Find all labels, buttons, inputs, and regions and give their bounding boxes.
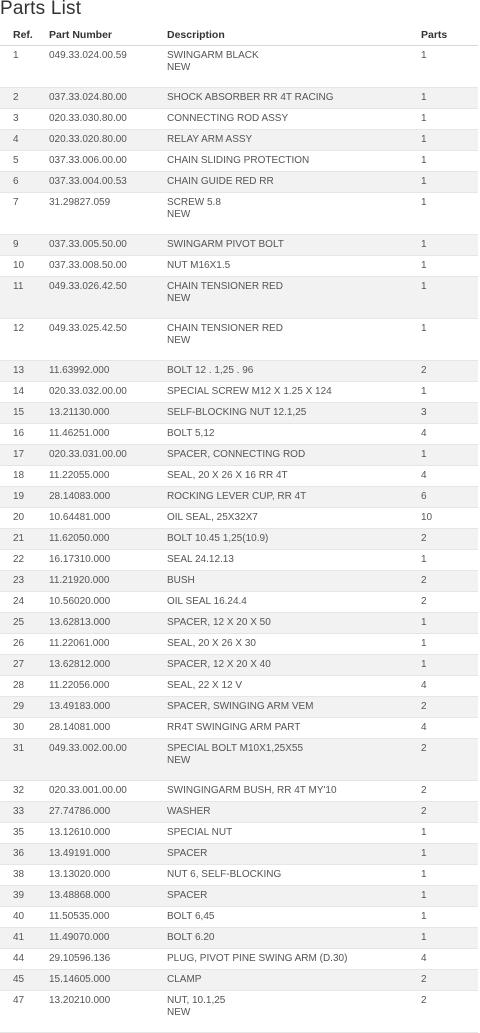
description-text: CHAIN SLIDING PROTECTION xyxy=(167,155,310,166)
description-text: NUT, 10.1,25 xyxy=(167,995,226,1006)
description-text: SCREW 5.8 xyxy=(167,197,221,208)
cell-part-number: 037.33.004.00.53 xyxy=(49,172,167,193)
description-text: BOLT 12 . 1,25 . 96 xyxy=(167,365,254,376)
cell-parts-qty: 4 xyxy=(421,718,478,739)
cell-parts-qty: 2 xyxy=(421,739,478,781)
cell-ref: 45 xyxy=(0,970,49,991)
cell-part-number: 13.21130.000 xyxy=(49,403,167,424)
table-row xyxy=(0,865,478,886)
description-text: PLUG, PIVOT PINE SWING ARM (D.30) xyxy=(167,953,348,964)
cell-part-number: 037.33.006.00.00 xyxy=(49,151,167,172)
cell-part-number: 049.33.026.42.50 xyxy=(49,277,167,319)
cell-ref: 29 xyxy=(0,697,49,718)
cell-parts-qty: 1 xyxy=(421,88,478,109)
table-row xyxy=(0,592,478,613)
cell-description xyxy=(167,256,421,277)
description-text: BOLT 10.45 1,25(10.9) xyxy=(167,533,269,544)
cell-part-number: 11.22055.000 xyxy=(49,466,167,487)
description-text: SPACER, 12 X 20 X 40 xyxy=(167,659,271,670)
cell-description xyxy=(167,88,421,109)
cell-part-number: 020.33.001.00.00 xyxy=(49,781,167,802)
cell-part-number: 13.13020.000 xyxy=(49,865,167,886)
cell-parts-qty: 1 xyxy=(421,886,478,907)
table-row xyxy=(0,613,478,634)
table-row xyxy=(0,844,478,865)
cell-part-number: 13.20210.000 xyxy=(49,991,167,1033)
new-tag: NEW xyxy=(167,755,191,766)
table-row xyxy=(0,487,478,508)
table-row xyxy=(0,802,478,823)
table-row xyxy=(0,256,478,277)
cell-parts-qty: 10 xyxy=(421,508,478,529)
cell-parts-qty: 1 xyxy=(421,445,478,466)
description-text: CONNECTING ROD ASSY xyxy=(167,113,289,124)
cell-ref: 2 xyxy=(0,88,49,109)
table-row xyxy=(0,445,478,466)
parts-table xyxy=(0,25,478,1033)
header-parts: Parts xyxy=(421,25,478,46)
cell-parts-qty: 1 xyxy=(421,844,478,865)
cell-part-number: 11.49070.000 xyxy=(49,928,167,949)
cell-ref: 38 xyxy=(0,865,49,886)
cell-description xyxy=(167,424,421,445)
cell-ref: 32 xyxy=(0,781,49,802)
cell-ref: 40 xyxy=(0,907,49,928)
cell-part-number: 049.33.002.00.00 xyxy=(49,739,167,781)
parts-table-body xyxy=(0,46,478,1033)
cell-description xyxy=(167,130,421,151)
description-text: OIL SEAL, 25X32X7 xyxy=(167,512,258,523)
cell-description xyxy=(167,109,421,130)
cell-parts-qty: 1 xyxy=(421,865,478,886)
cell-parts-qty: 1 xyxy=(421,634,478,655)
cell-parts-qty: 1 xyxy=(421,550,478,571)
cell-part-number: 020.33.020.80.00 xyxy=(49,130,167,151)
cell-part-number: 037.33.024.80.00 xyxy=(49,88,167,109)
cell-description xyxy=(167,550,421,571)
cell-ref: 26 xyxy=(0,634,49,655)
table-row xyxy=(0,949,478,970)
table-row xyxy=(0,424,478,445)
table-row xyxy=(0,991,478,1033)
header-part-number: Part Number xyxy=(49,25,167,46)
description-text: BUSH xyxy=(167,575,195,586)
cell-description xyxy=(167,697,421,718)
cell-parts-qty: 1 xyxy=(421,256,478,277)
table-row xyxy=(0,151,478,172)
cell-ref: 36 xyxy=(0,844,49,865)
cell-part-number: 27.74786.000 xyxy=(49,802,167,823)
cell-part-number: 13.48868.000 xyxy=(49,886,167,907)
cell-ref: 7 xyxy=(0,193,49,235)
cell-description xyxy=(167,466,421,487)
cell-description xyxy=(167,991,421,1033)
table-row xyxy=(0,382,478,403)
table-header-row xyxy=(0,25,478,46)
description-text: RR4T SWINGING ARM PART xyxy=(167,722,301,733)
cell-parts-qty: 1 xyxy=(421,130,478,151)
description-text: SEAL, 20 X 26 X 16 RR 4T xyxy=(167,470,288,481)
cell-ref: 24 xyxy=(0,592,49,613)
cell-part-number: 049.33.025.42.50 xyxy=(49,319,167,361)
cell-description xyxy=(167,676,421,697)
cell-part-number: 10.64481.000 xyxy=(49,508,167,529)
table-row xyxy=(0,718,478,739)
cell-parts-qty: 1 xyxy=(421,193,478,235)
description-text: BOLT 5,12 xyxy=(167,428,215,439)
cell-part-number: 11.50535.000 xyxy=(49,907,167,928)
cell-part-number: 11.62050.000 xyxy=(49,529,167,550)
cell-parts-qty: 4 xyxy=(421,676,478,697)
cell-ref: 5 xyxy=(0,151,49,172)
cell-part-number: 020.33.030.80.00 xyxy=(49,109,167,130)
cell-parts-qty: 2 xyxy=(421,781,478,802)
cell-parts-qty: 1 xyxy=(421,151,478,172)
cell-description xyxy=(167,781,421,802)
cell-parts-qty: 1 xyxy=(421,172,478,193)
cell-parts-qty: 1 xyxy=(421,655,478,676)
cell-ref: 28 xyxy=(0,676,49,697)
cell-ref: 6 xyxy=(0,172,49,193)
description-text: SPACER xyxy=(167,848,208,859)
table-row xyxy=(0,676,478,697)
cell-description xyxy=(167,949,421,970)
cell-part-number: 29.10596.136 xyxy=(49,949,167,970)
cell-ref: 35 xyxy=(0,823,49,844)
cell-part-number: 13.49191.000 xyxy=(49,844,167,865)
cell-description xyxy=(167,277,421,319)
description-text: SPECIAL BOLT M10X1,25X55 xyxy=(167,743,304,754)
table-row xyxy=(0,130,478,151)
cell-description xyxy=(167,592,421,613)
cell-parts-qty: 2 xyxy=(421,802,478,823)
cell-parts-qty: 1 xyxy=(421,46,478,88)
description-text: SWINGINGARM BUSH, RR 4T MY'10 xyxy=(167,785,337,796)
cell-ref: 33 xyxy=(0,802,49,823)
cell-ref: 20 xyxy=(0,508,49,529)
cell-description xyxy=(167,172,421,193)
cell-parts-qty: 3 xyxy=(421,403,478,424)
description-text: SWINGARM PIVOT BOLT xyxy=(167,239,284,250)
new-tag: NEW xyxy=(167,209,191,220)
cell-parts-qty: 1 xyxy=(421,109,478,130)
cell-part-number: 11.22061.000 xyxy=(49,634,167,655)
table-row xyxy=(0,550,478,571)
cell-description xyxy=(167,802,421,823)
cell-description xyxy=(167,886,421,907)
description-text: ROCKING LEVER CUP, RR 4T xyxy=(167,491,307,502)
cell-parts-qty: 1 xyxy=(421,277,478,319)
cell-ref: 31 xyxy=(0,739,49,781)
cell-ref: 39 xyxy=(0,886,49,907)
table-row xyxy=(0,697,478,718)
description-text: CHAIN TENSIONER RED xyxy=(167,281,283,292)
description-text: RELAY ARM ASSY xyxy=(167,134,253,145)
cell-description xyxy=(167,193,421,235)
cell-ref: 15 xyxy=(0,403,49,424)
cell-ref: 10 xyxy=(0,256,49,277)
cell-parts-qty: 2 xyxy=(421,529,478,550)
table-row xyxy=(0,235,478,256)
cell-description xyxy=(167,46,421,88)
cell-description xyxy=(167,613,421,634)
description-text: CHAIN GUIDE RED RR xyxy=(167,176,274,187)
cell-part-number: 020.33.032.00.00 xyxy=(49,382,167,403)
description-text: SPACER, SWINGING ARM VEM xyxy=(167,701,314,712)
cell-ref: 17 xyxy=(0,445,49,466)
table-row xyxy=(0,634,478,655)
new-tag: NEW xyxy=(167,1007,191,1018)
cell-parts-qty: 2 xyxy=(421,361,478,382)
cell-part-number: 15.14605.000 xyxy=(49,970,167,991)
cell-ref: 9 xyxy=(0,235,49,256)
cell-description xyxy=(167,487,421,508)
description-text: SPECIAL NUT xyxy=(167,827,233,838)
header-ref: Ref. xyxy=(0,25,49,46)
cell-ref: 13 xyxy=(0,361,49,382)
cell-ref: 27 xyxy=(0,655,49,676)
table-row xyxy=(0,781,478,802)
table-row xyxy=(0,823,478,844)
cell-ref: 14 xyxy=(0,382,49,403)
cell-ref: 22 xyxy=(0,550,49,571)
table-row xyxy=(0,361,478,382)
cell-part-number: 11.63992.000 xyxy=(49,361,167,382)
cell-part-number: 28.14083.000 xyxy=(49,487,167,508)
description-text: SELF-BLOCKING NUT 12.1,25 xyxy=(167,407,307,418)
new-tag: NEW xyxy=(167,62,191,73)
cell-parts-qty: 4 xyxy=(421,949,478,970)
cell-description xyxy=(167,361,421,382)
description-text: WASHER xyxy=(167,806,211,817)
table-row xyxy=(0,172,478,193)
cell-part-number: 037.33.005.50.00 xyxy=(49,235,167,256)
cell-description xyxy=(167,970,421,991)
table-row xyxy=(0,739,478,781)
cell-parts-qty: 4 xyxy=(421,466,478,487)
cell-description xyxy=(167,235,421,256)
table-row xyxy=(0,466,478,487)
cell-description xyxy=(167,319,421,361)
cell-description xyxy=(167,382,421,403)
description-text: NUT 6, SELF-BLOCKING xyxy=(167,869,282,880)
cell-description xyxy=(167,739,421,781)
header-description: Description xyxy=(167,25,421,46)
cell-part-number: 020.33.031.00.00 xyxy=(49,445,167,466)
cell-description xyxy=(167,844,421,865)
new-tag: NEW xyxy=(167,293,191,304)
table-row xyxy=(0,109,478,130)
page-title: Parts List xyxy=(0,0,82,19)
cell-parts-qty: 2 xyxy=(421,592,478,613)
table-row xyxy=(0,655,478,676)
cell-part-number: 13.62812.000 xyxy=(49,655,167,676)
description-text: SHOCK ABSORBER RR 4T RACING xyxy=(167,92,334,103)
table-row xyxy=(0,46,478,88)
cell-description xyxy=(167,508,421,529)
cell-part-number: 13.12610.000 xyxy=(49,823,167,844)
table-row xyxy=(0,193,478,235)
new-tag: NEW xyxy=(167,335,191,346)
cell-ref: 44 xyxy=(0,949,49,970)
cell-part-number: 13.49183.000 xyxy=(49,697,167,718)
description-text: CHAIN TENSIONER RED xyxy=(167,323,283,334)
description-text: SEAL, 22 X 12 V xyxy=(167,680,243,691)
description-text: NUT M16X1.5 xyxy=(167,260,231,271)
cell-description xyxy=(167,865,421,886)
cell-ref: 25 xyxy=(0,613,49,634)
cell-description xyxy=(167,529,421,550)
cell-parts-qty: 1 xyxy=(421,928,478,949)
cell-description xyxy=(167,571,421,592)
cell-ref: 41 xyxy=(0,928,49,949)
cell-parts-qty: 2 xyxy=(421,970,478,991)
table-row xyxy=(0,886,478,907)
cell-parts-qty: 1 xyxy=(421,319,478,361)
description-text: SPACER, 12 X 20 X 50 xyxy=(167,617,271,628)
cell-description xyxy=(167,718,421,739)
cell-ref: 30 xyxy=(0,718,49,739)
cell-ref: 23 xyxy=(0,571,49,592)
table-row xyxy=(0,508,478,529)
cell-part-number: 28.14081.000 xyxy=(49,718,167,739)
cell-parts-qty: 1 xyxy=(421,613,478,634)
table-row xyxy=(0,970,478,991)
cell-parts-qty: 1 xyxy=(421,382,478,403)
cell-part-number: 13.62813.000 xyxy=(49,613,167,634)
cell-ref: 3 xyxy=(0,109,49,130)
cell-part-number: 037.33.008.50.00 xyxy=(49,256,167,277)
table-row xyxy=(0,403,478,424)
table-row xyxy=(0,907,478,928)
cell-description xyxy=(167,655,421,676)
cell-parts-qty: 1 xyxy=(421,235,478,256)
cell-parts-qty: 6 xyxy=(421,487,478,508)
table-row xyxy=(0,928,478,949)
description-text: SEAL 24.12.13 xyxy=(167,554,234,565)
table-row xyxy=(0,529,478,550)
cell-description xyxy=(167,907,421,928)
cell-parts-qty: 2 xyxy=(421,991,478,1033)
cell-parts-qty: 4 xyxy=(421,424,478,445)
cell-part-number: 11.21920.000 xyxy=(49,571,167,592)
description-text: BOLT 6.20 xyxy=(167,932,215,943)
cell-description xyxy=(167,151,421,172)
cell-ref: 19 xyxy=(0,487,49,508)
cell-ref: 47 xyxy=(0,991,49,1033)
cell-part-number: 11.46251.000 xyxy=(49,424,167,445)
description-text: OIL SEAL 16.24.4 xyxy=(167,596,247,607)
cell-parts-qty: 1 xyxy=(421,907,478,928)
cell-ref: 11 xyxy=(0,277,49,319)
cell-description xyxy=(167,445,421,466)
cell-part-number: 049.33.024.00.59 xyxy=(49,46,167,88)
cell-description xyxy=(167,823,421,844)
description-text: CLAMP xyxy=(167,974,202,985)
cell-description xyxy=(167,928,421,949)
table-row xyxy=(0,571,478,592)
cell-ref: 21 xyxy=(0,529,49,550)
description-text: SPECIAL SCREW M12 X 1.25 X 124 xyxy=(167,386,332,397)
cell-ref: 16 xyxy=(0,424,49,445)
cell-part-number: 31.29827.059 xyxy=(49,193,167,235)
cell-part-number: 10.56020.000 xyxy=(49,592,167,613)
table-row xyxy=(0,277,478,319)
cell-description xyxy=(167,634,421,655)
cell-part-number: 11.22056.000 xyxy=(49,676,167,697)
cell-ref: 1 xyxy=(0,46,49,88)
description-text: SPACER, CONNECTING ROD xyxy=(167,449,306,460)
cell-description xyxy=(167,403,421,424)
description-text: SPACER xyxy=(167,890,208,901)
description-text: SEAL, 20 X 26 X 30 xyxy=(167,638,256,649)
cell-parts-qty: 2 xyxy=(421,697,478,718)
cell-parts-qty: 1 xyxy=(421,823,478,844)
cell-part-number: 16.17310.000 xyxy=(49,550,167,571)
description-text: BOLT 6,45 xyxy=(167,911,215,922)
table-row xyxy=(0,319,478,361)
cell-ref: 12 xyxy=(0,319,49,361)
cell-ref: 4 xyxy=(0,130,49,151)
cell-parts-qty: 2 xyxy=(421,571,478,592)
description-text: SWINGARM BLACK xyxy=(167,50,259,61)
table-row xyxy=(0,88,478,109)
cell-ref: 18 xyxy=(0,466,49,487)
